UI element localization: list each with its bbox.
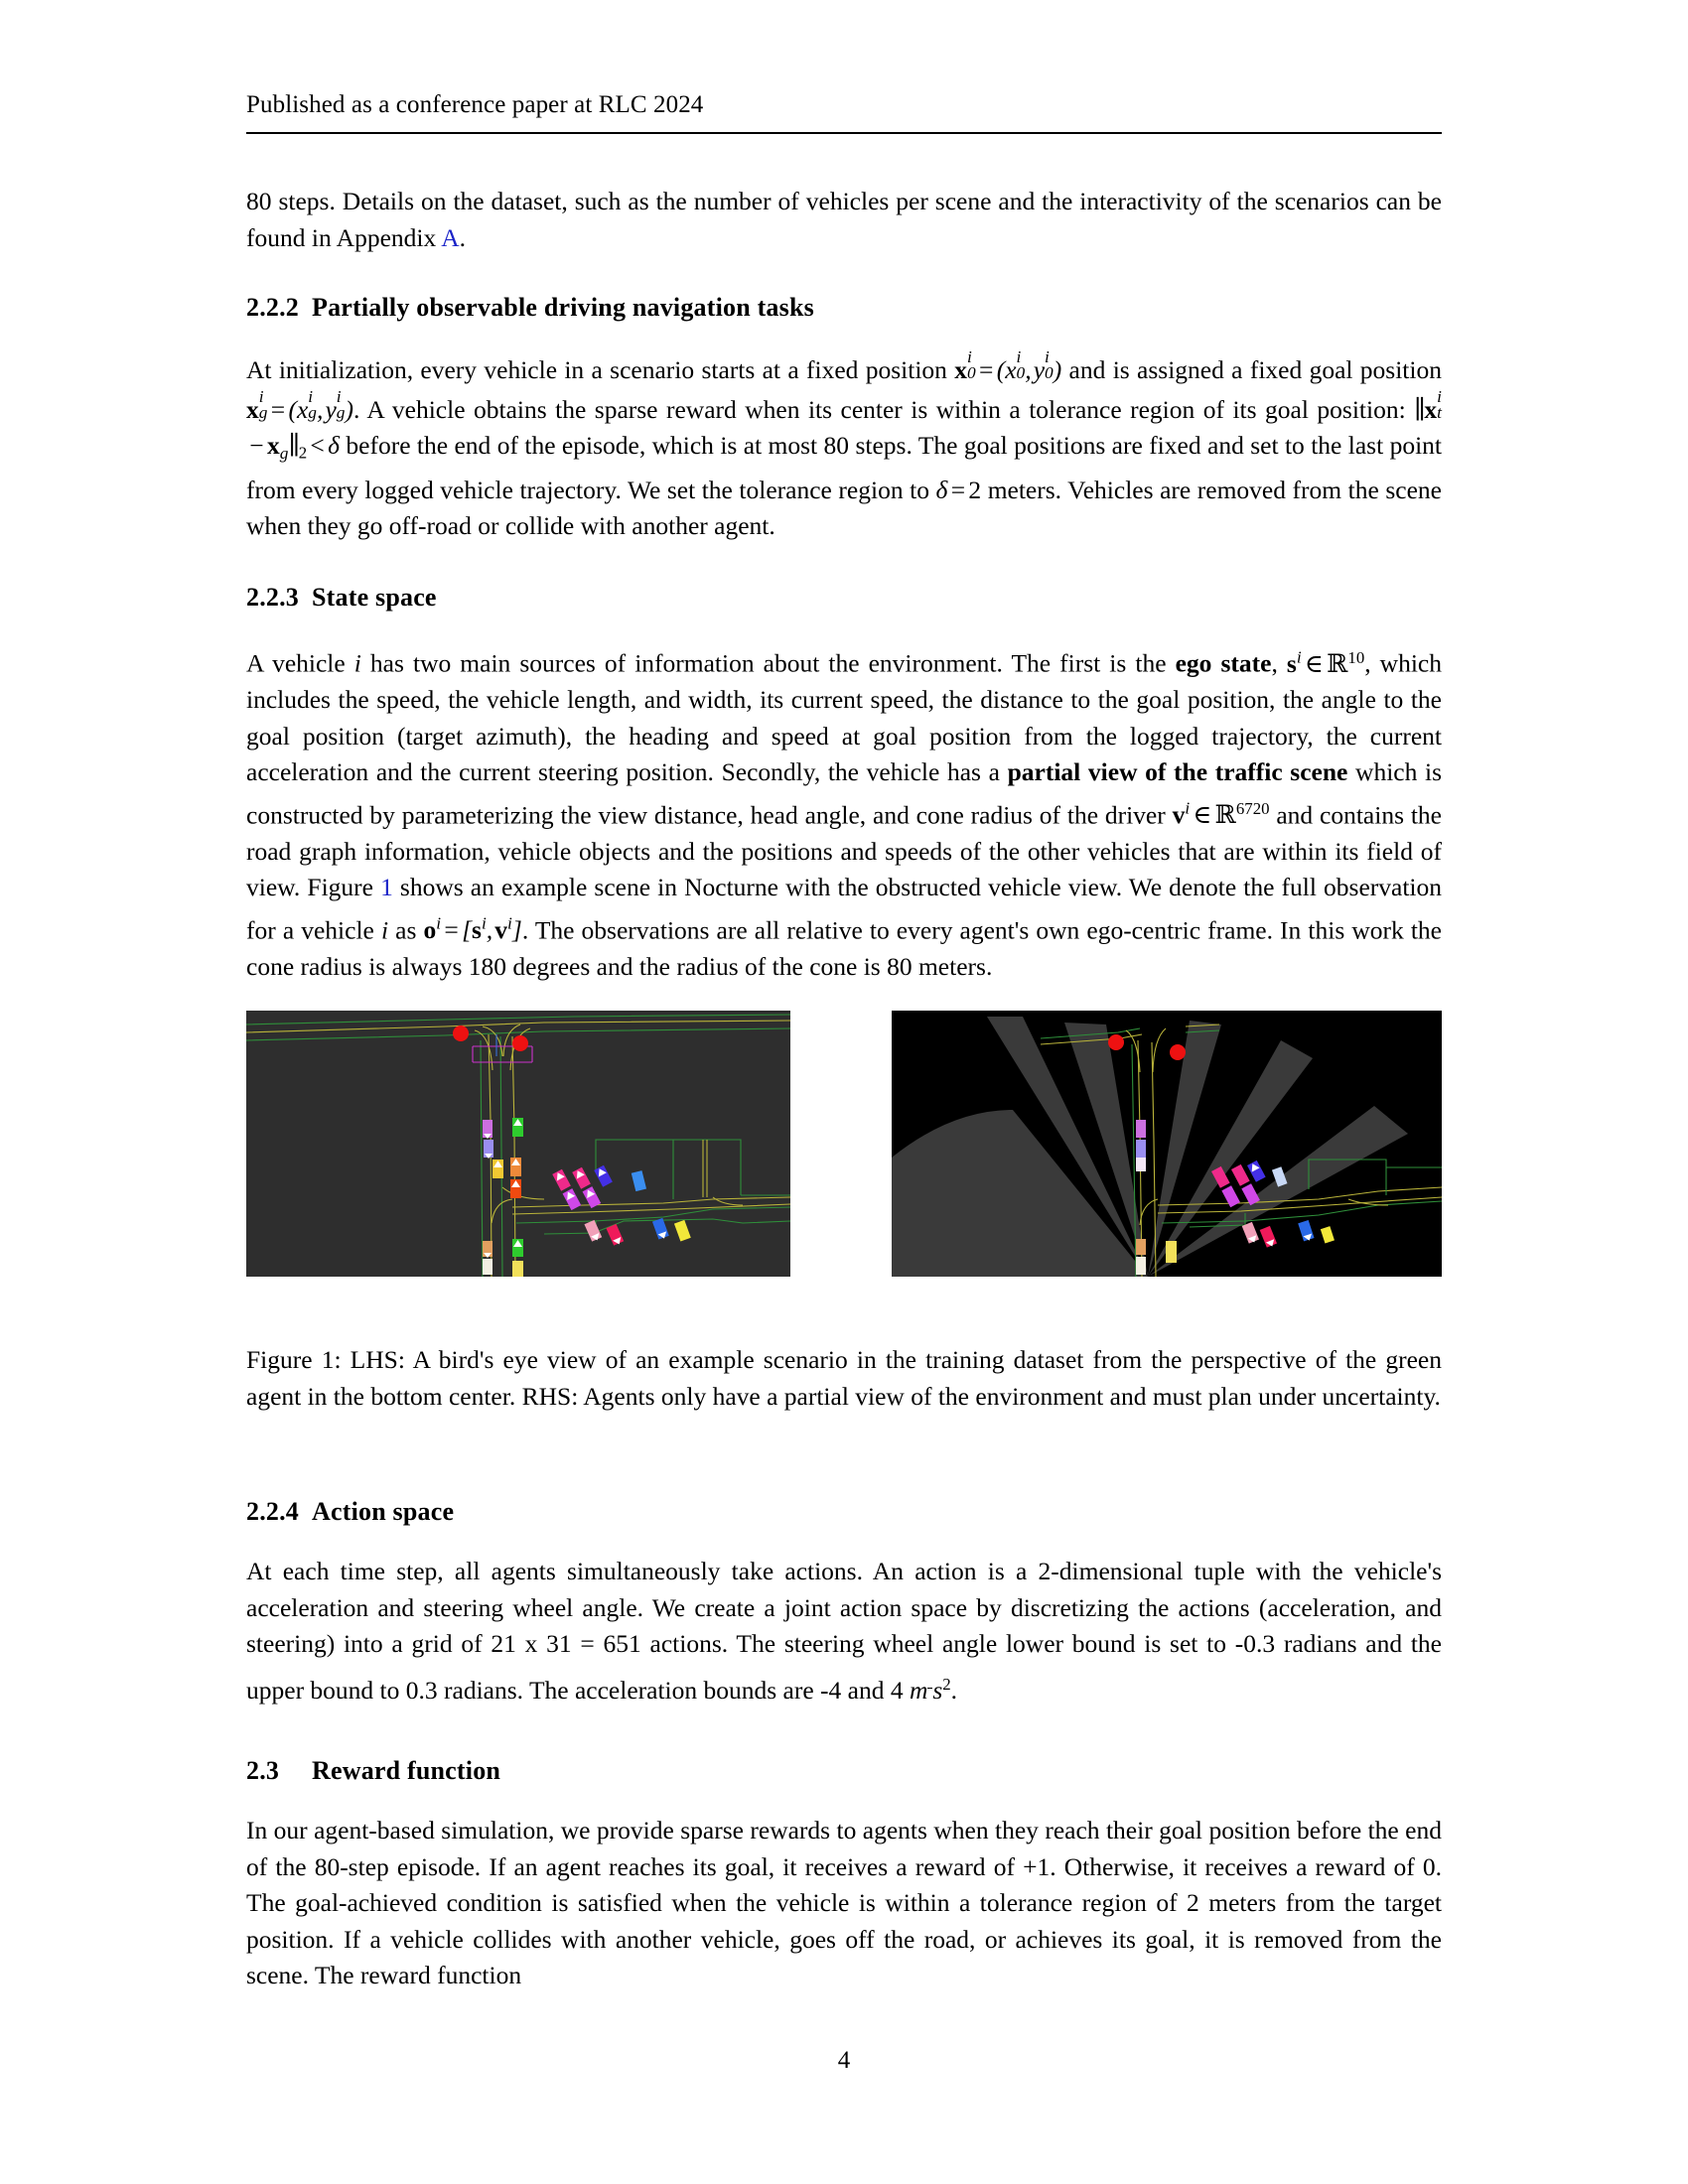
p224-t2: . — [950, 1675, 958, 1705]
math-s-in-r10: $s^i$ ∈ ℝ$^{10}$ — [1286, 647, 1365, 679]
p222-t2: and is assigned a fixed goal position — [1061, 355, 1442, 385]
intro-text-a: 80 steps. Details on the dataset, such as the number of vehicles per scene and the interactivity of the scenarios can be found in Appendix — [246, 187, 1442, 252]
p223-t8: as — [388, 915, 424, 945]
p223-t1: A vehicle — [246, 648, 354, 678]
paragraph-223 — [246, 639, 1442, 985]
math-distance-condition: ∥x i t − $x_g\parallel 2 < \delta$ — [249, 386, 1442, 464]
figure-1-images — [246, 1011, 1442, 1277]
term-partial-view: partial view of the traffic scene — [1007, 757, 1348, 787]
section-title-224: Action space — [312, 1497, 455, 1526]
partialview-scene-svg — [892, 1011, 1442, 1277]
math-v-in-r6720: $v^i$ ∈ ℝ$^{6720}$ — [1172, 798, 1270, 831]
p23-t1: In our agent-based simulation, we provide sparse rewards to agents when they reach their goal position before the end of the 80-step episode. If an agent reaches its goal, it receives a reward of +1. Otherwise, it receives a reward of 0. The goal-achieved condition is satisfied when the vehicle is within a tolerance region of 2 meters from the target position. If a vehicle collides with another vehicle, goes off the road, or achieves its goal, it is removed from the scene. The reward function — [246, 1816, 1442, 1989]
appendix-a-link[interactable]: A — [441, 222, 460, 252]
section-heading-224 — [246, 1497, 1442, 1527]
section-heading-223 — [246, 583, 1442, 613]
figure-right-partialview — [892, 1011, 1442, 1277]
p223-t6: and contains the road graph information, vehicle objects and the positions and speeds of the other vehicles that are within its field of view. Figure — [246, 800, 1442, 902]
intro-text-b: . — [459, 222, 467, 252]
math-x0i: x i 0 = (x i 0 , y i 0 ) — [954, 347, 1062, 385]
header-rule — [246, 132, 1442, 134]
paragraph-224 — [246, 1554, 1442, 1713]
section-number-224: 2.2.4 — [246, 1497, 299, 1526]
term-ego-state: ego state — [1175, 648, 1272, 678]
section-title-23: Reward function — [312, 1756, 501, 1785]
birdseye-scene-svg — [246, 1011, 790, 1277]
section-title-222: Partially observable driving navigation tasks — [312, 293, 814, 322]
p222-t1: At initialization, every vehicle in a scenario starts at a fixed position — [246, 355, 955, 385]
math-m-per-s-squared: m $s^2$ — [910, 1676, 951, 1705]
math-xgi: x i g = (x i g , y i g ) — [246, 386, 353, 424]
goal-dot-1-right — [1108, 1034, 1124, 1050]
figure-1-caption — [246, 1342, 1442, 1415]
p223-t7: shows an example scene in Nocturne with the obstructed vehicle view. We denote the full observation for a vehicle — [246, 873, 1442, 945]
p223-t2: has two main sources of information about the environment. The first is the — [360, 648, 1176, 678]
figure-label: Figure 1: — [246, 1345, 342, 1374]
section-heading-222 — [246, 293, 1442, 323]
p223-t3: , — [1271, 648, 1287, 678]
section-heading-23 — [246, 1756, 1442, 1786]
math-observation: $o^i = [s^i$, $v^i$] — [423, 913, 522, 945]
section-number-23: 2.3 — [246, 1756, 280, 1785]
goal-dot-1 — [453, 1025, 469, 1041]
p223-t9: . The observations are all relative to every agent's own ego-centric frame. In this work the cone radius is always 180 degrees and the radius of the cone is 80 meters. — [246, 915, 1442, 981]
page-number: 4 — [837, 2047, 851, 2074]
p222-t5: meters. Vehicles are removed from the scene when they go off-road or collide with another agent. — [246, 475, 1442, 541]
goal-dot-2 — [512, 1035, 528, 1051]
paragraph-23 — [246, 1813, 1442, 1994]
running-header: Published as a conference paper at RLC 2024 — [246, 91, 704, 118]
math-i-2: i — [380, 915, 389, 945]
math-delta-two: δ = 2 — [935, 475, 982, 504]
p222-t3: . A vehicle obtains the sparse reward when its center is within a tolerance region of its goal position: — [352, 394, 1415, 424]
paragraph-222 — [246, 349, 1442, 545]
figure-caption-text: LHS: A bird's eye view of an example scenario in the training dataset from the perspective of the green agent in the bottom center. RHS: Agents only have a partial view of the environment and must plan under uncertainty. — [246, 1345, 1442, 1411]
figure-1-link[interactable]: 1 — [380, 873, 393, 902]
p222-t4: before the end of the episode, which is at most 80 steps. The goal positions are fixed and set to the last point from every logged vehicle trajectory. We set the tolerance region to — [246, 431, 1442, 504]
intro-paragraph — [246, 184, 1442, 256]
p223-t5: which is constructed by parameterizing the view distance, head angle, and cone radius of the driver — [246, 757, 1443, 830]
math-i-1: i — [353, 648, 361, 678]
figure-left-birdseye — [246, 1011, 790, 1277]
section-title-223: State space — [312, 583, 437, 612]
p224-t1: At each time step, all agents simultaneously take actions. An action is a 2-dimensional tuple with the vehicle's acceleration and steering wheel angle. We create a joint action space by discretizing the actions (acceleration, and steering) into a grid of 21 x 31 = 651 actions. The steering wheel angle lower bound is set to -0.3 radians and the upper bound to 0.3 radians. The acceleration bounds are -4 and 4 — [246, 1557, 1442, 1705]
section-number-222: 2.2.2 — [246, 293, 299, 322]
goal-dot-2-right — [1170, 1044, 1186, 1060]
p223-t4: , which includes the speed, the vehicle length, and width, its current speed, the distance to the goal position, the angle to the goal position (target azimuth), the heading and speed at goal position from the logged trajectory, the current acceleration and the current steering position. Secondly, the vehicle has a — [246, 648, 1442, 787]
section-number-223: 2.2.3 — [246, 583, 299, 612]
